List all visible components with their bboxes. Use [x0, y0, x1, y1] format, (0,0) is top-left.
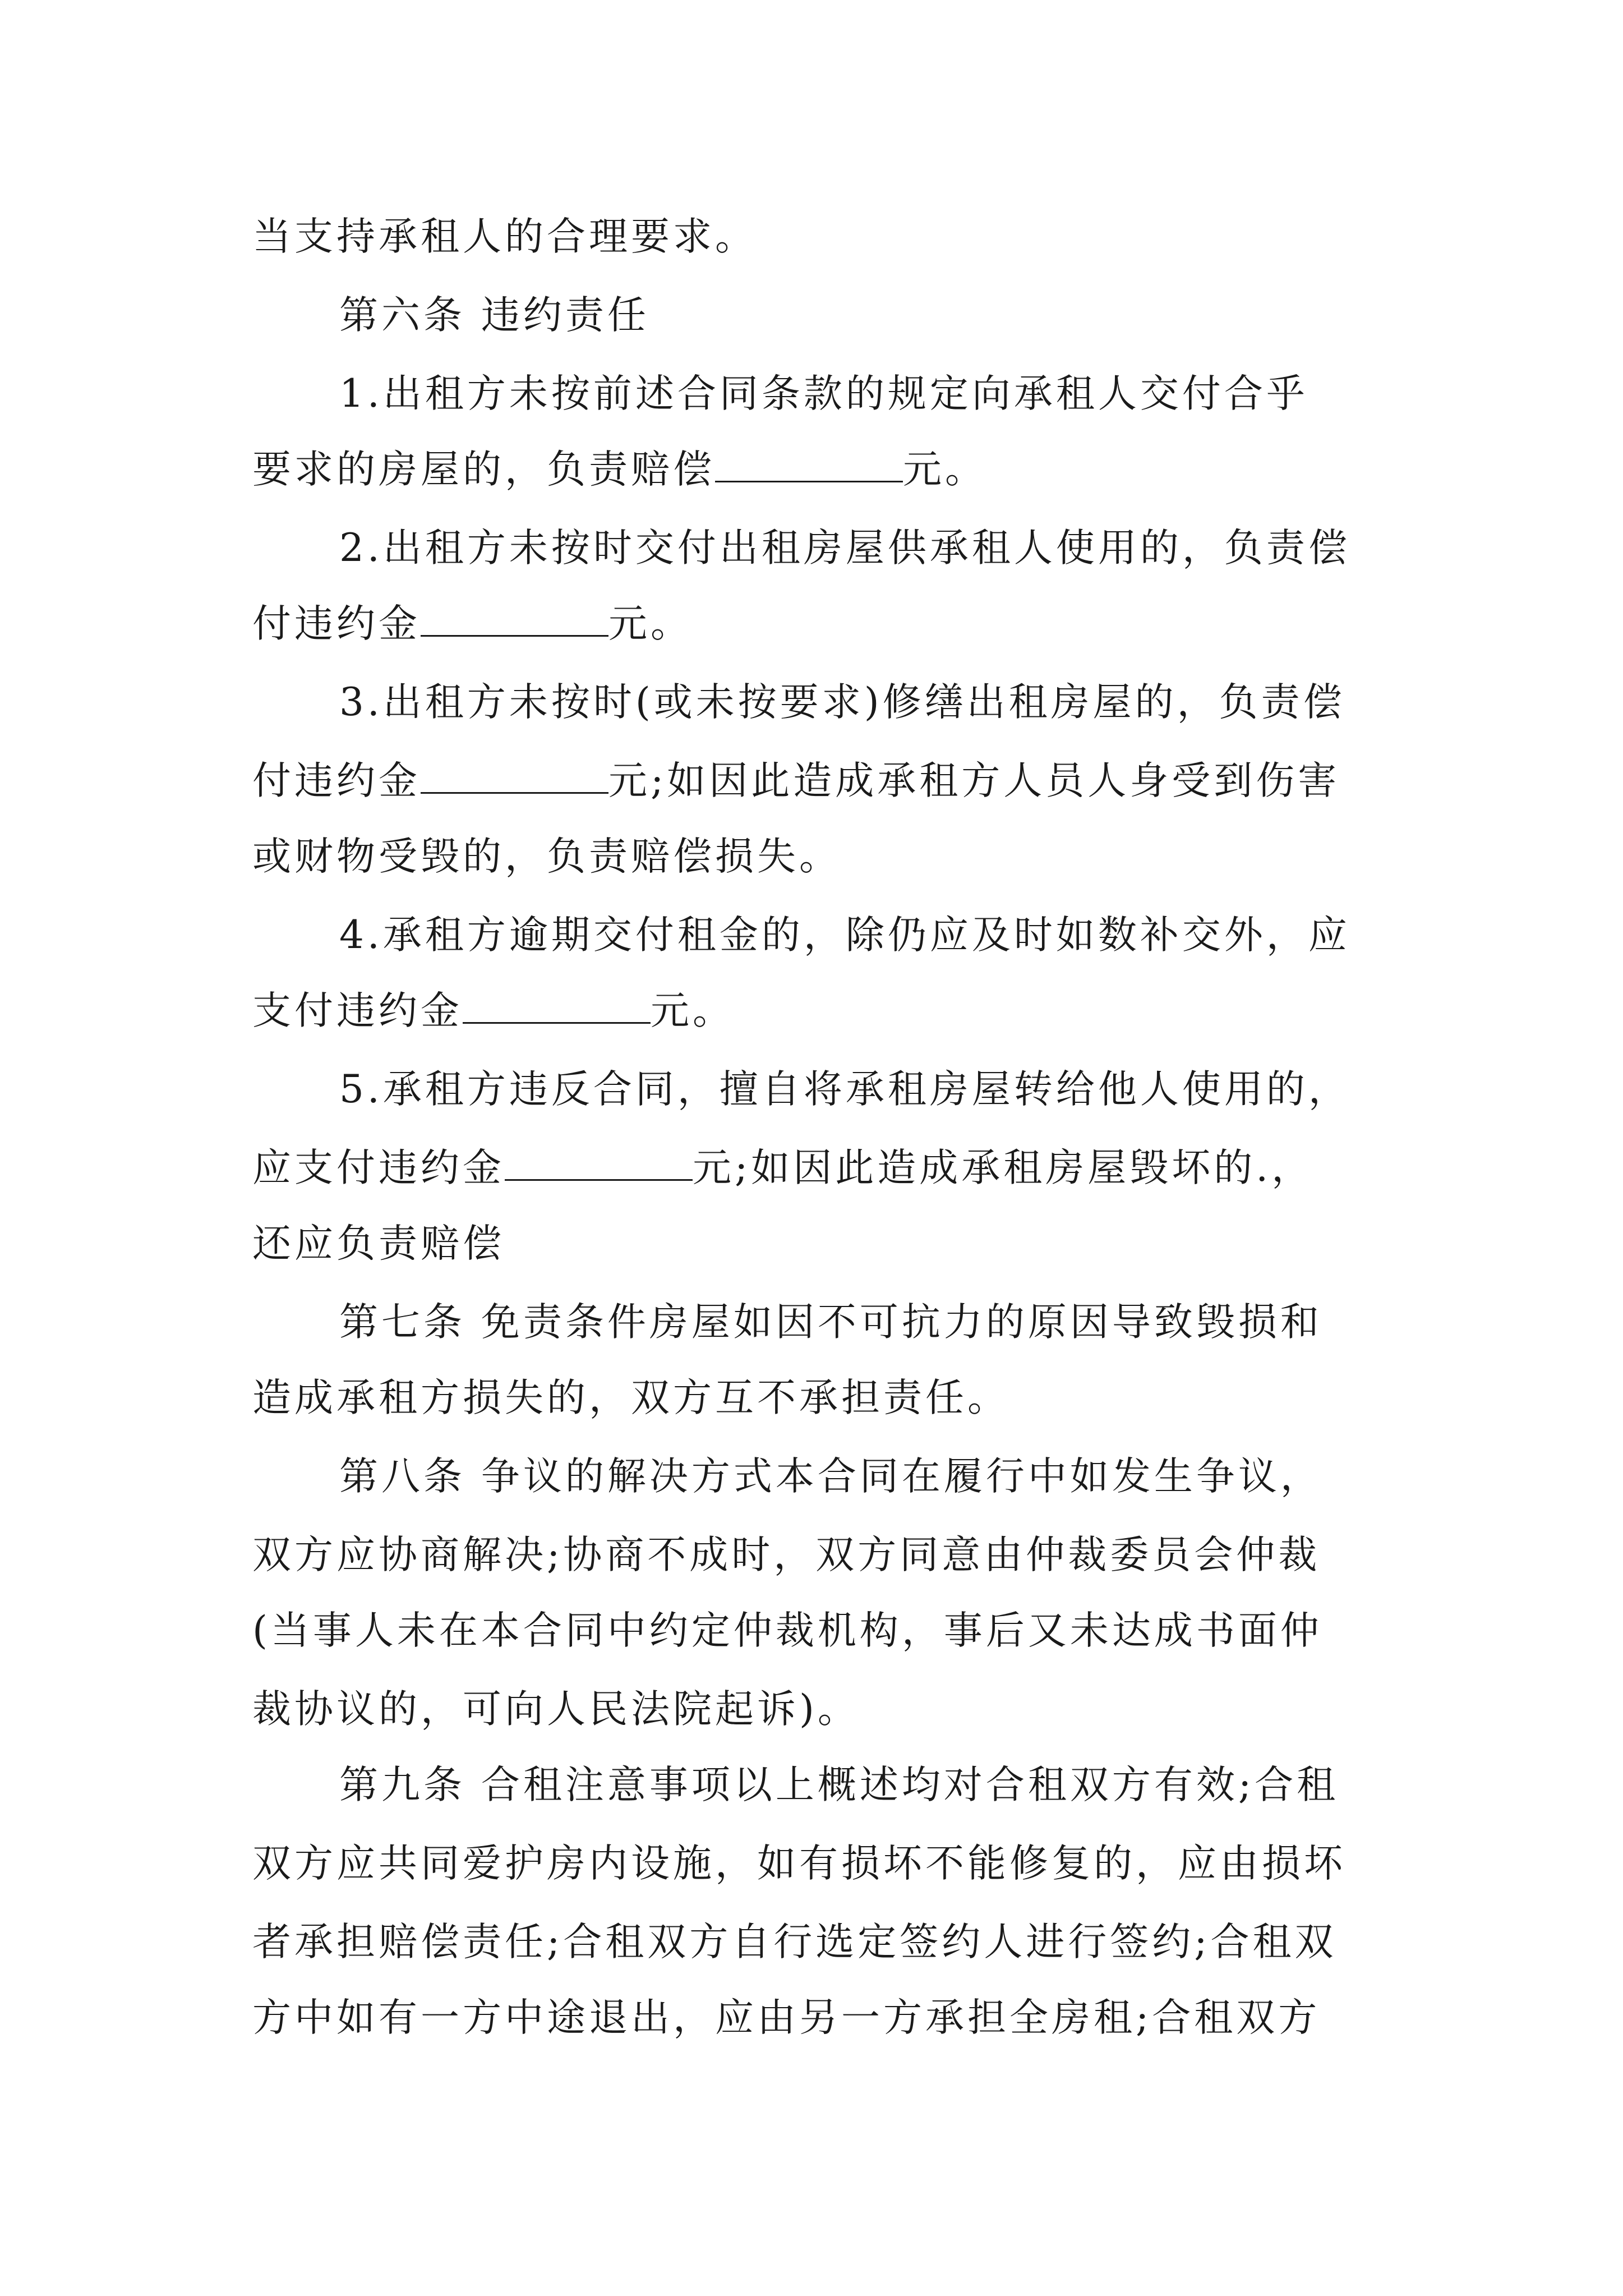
text-line: 双方应协商解决;协商不成时，双方同意由仲裁委员会仲裁: [252, 1533, 1321, 1577]
text-line: 方中如有一方中途退出，应由另一方承担全房租;合租双方: [252, 1995, 1321, 2040]
text-line: 付违约金 元。: [252, 596, 1396, 652]
fill-in-blank: [715, 441, 903, 482]
text-line: 双方应共同爱护房内设施，如有损坏不能修复的，应由损坏: [252, 1841, 1346, 1886]
text-line: 当支持承租人的合理要求。: [252, 214, 757, 259]
text-line: 要求的房屋的，负责赔偿 元。: [252, 441, 1396, 498]
text-line: 1.出租方未按前述合同条款的规定向承租人交付合乎: [339, 371, 1308, 416]
text-line: (当事人未在本合同中约定仲裁机构，事后又未达成书面仲: [252, 1608, 1322, 1653]
fill-in-blank: [421, 753, 608, 794]
text-line: 应支付违约金 元;如因此造成承租房屋毁坏的.，: [252, 1140, 1396, 1196]
fill-in-blank: [463, 983, 651, 1024]
article-heading: 第九条 合租注意事项以上概述均对合租双方有效;合租: [339, 1763, 1339, 1807]
text-line: 4.承租方逾期交付租金的，除仍应及时如数补交外，应: [339, 913, 1350, 958]
text-line: 2.出租方未按时交付出租房屋供承租人使用的，负责偿: [339, 526, 1350, 570]
text-line: 者承担赔偿责任;合租双方自行选定签约人进行签约;合租双: [252, 1920, 1337, 1964]
fill-in-blank: [421, 596, 608, 637]
text-line: 支付违约金 元。: [252, 983, 1396, 1039]
text-line: 付违约金 元;如因此造成承租方人员人身受到伤害: [252, 753, 1396, 809]
article-heading: 第八条 争议的解决方式本合同在履行中如发生争议，: [339, 1454, 1322, 1499]
text-line: 造成承租方损失的，双方互不承担责任。: [252, 1375, 1009, 1420]
text-line: 还应负责赔偿: [252, 1221, 505, 1266]
article-heading: 第七条 免责条件房屋如因不可抗力的原因导致毁损和: [339, 1300, 1322, 1345]
text-line: 或财物受毁的，负责赔偿损失。: [252, 834, 841, 879]
text-line: 3.出租方未按时(或未按要求)修缮出租房屋的，负责偿: [339, 680, 1345, 725]
fill-in-blank: [505, 1140, 693, 1181]
text-line: 裁协议的，可向人民法院起诉)。: [252, 1687, 860, 1732]
text-line: 5.承租方违反合同，擅自将承租房屋转给他人使用的，: [339, 1067, 1350, 1112]
article-heading: 第六条 违约责任: [339, 293, 649, 338]
